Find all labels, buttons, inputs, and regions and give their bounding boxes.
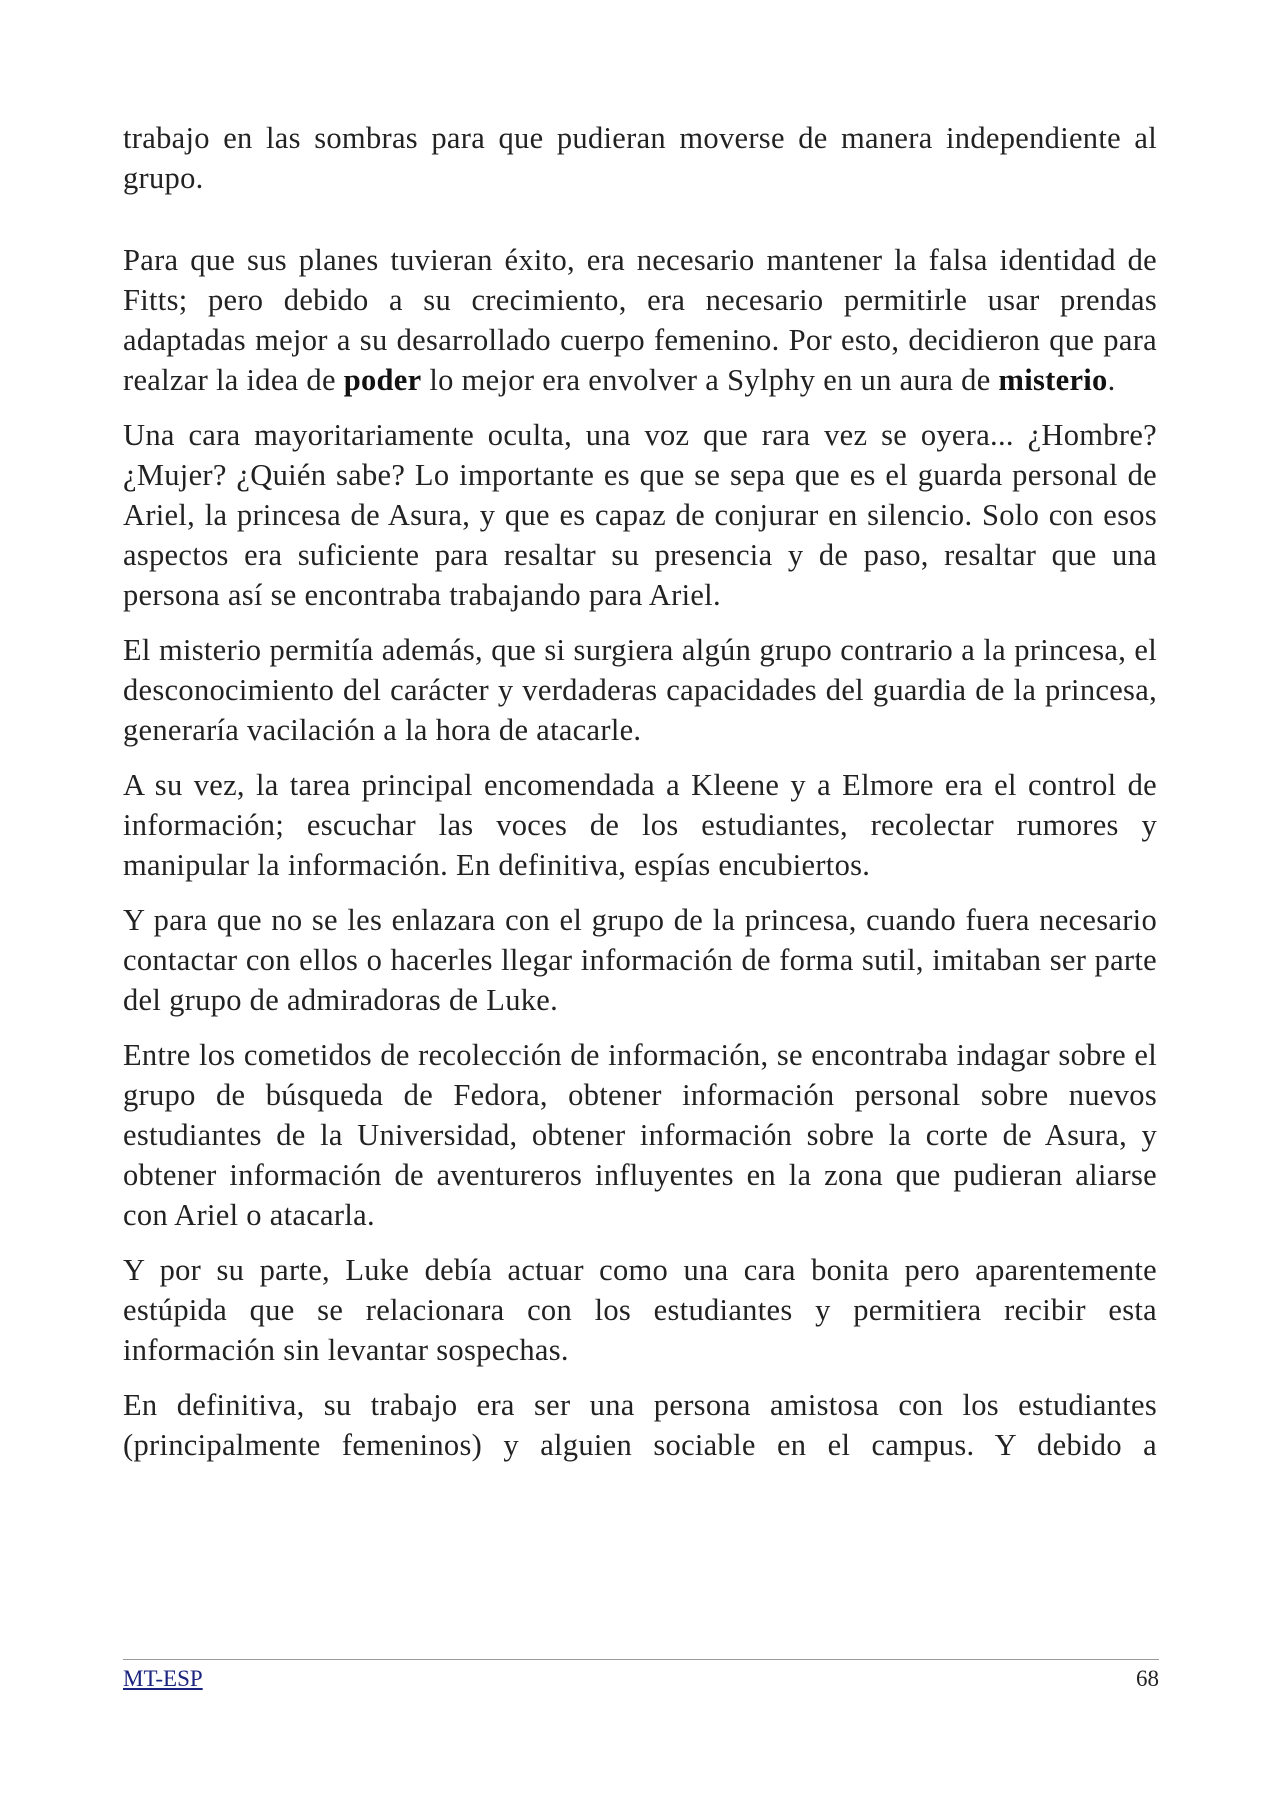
page-number: 68 <box>1136 1666 1159 1691</box>
paragraph-6: Y para que no se les enlazara con el grupo de la princesa, cuando fuera necesario contactar con ellos o hacerles llegar información de forma sutil, imitaban ser parte del grupo de admiradoras de Luke. <box>123 903 1157 1017</box>
paragraph-2-part-c: . <box>1107 363 1116 397</box>
page-footer <box>123 1659 1159 1694</box>
paragraph-2-part-a: Para que sus planes tuvieran éxito, era necesario mantener la falsa identidad de Fitts; pero debido a su crecimiento, era necesario permitirle usar prendas adaptadas mejor a su desarrollado cuerpo femenino. Por esto, decidieron que para realzar la idea de <box>123 243 1157 397</box>
paragraph-8: Y por su parte, Luke debía actuar como una cara bonita pero aparentemente estúpida que se relacionara con los estudiantes y permitiera recibir esta información sin levantar sospechas. <box>123 1253 1157 1367</box>
paragraph-5: A su vez, la tarea principal encomendada a Kleene y a Elmore era el control de información; escuchar las voces de los estudiantes, recolectar rumores y manipular la información. En definitiva, espías encubiertos. <box>123 768 1157 882</box>
body-text <box>123 118 1157 1480</box>
paragraph-7: Entre los cometidos de recolección de información, se encontraba indagar sobre el grupo de búsqueda de Fedora, obtener información personal sobre nuevos estudiantes de la Universidad, obtener información sobre la corte de Asura, y obtener información de aventureros influyentes en la zona que pudieran aliarse con Ariel o atacarla. <box>123 1038 1157 1232</box>
paragraph-9: En definitiva, su trabajo era ser una persona amistosa con los estudiantes (principalmente femeninos) y alguien sociable en el campus. Y debido a <box>123 1388 1157 1462</box>
bold-word-misterio: misterio <box>998 363 1108 397</box>
paragraph-3: Una cara mayoritariamente oculta, una voz que rara vez se oyera... ¿Hombre? ¿Mujer? ¿Quién sabe? Lo importante es que se sepa que es el guarda personal de Ariel, la princesa de Asura, y que es capaz de conjurar en silencio. Solo con esos aspectos era suficiente para resaltar su presencia y de paso, resaltar que una persona así se encontraba trabajando para Ariel. <box>123 418 1157 612</box>
footer-brand-link[interactable]: MT-ESP <box>123 1666 203 1691</box>
bold-word-poder: poder <box>343 363 422 397</box>
paragraph-1: trabajo en las sombras para que pudieran moverse de manera independiente al grupo. <box>123 121 1157 195</box>
paragraph-4: El misterio permitía además, que si surgiera algún grupo contrario a la princesa, el desconocimiento del carácter y verdaderas capacidades del guardia de la princesa, generaría vacilación a la hora de atacarle. <box>123 633 1157 747</box>
paragraph-2-part-b: lo mejor era envolver a Sylphy en un aura de <box>421 363 999 397</box>
paragraph-2 <box>123 240 1157 400</box>
